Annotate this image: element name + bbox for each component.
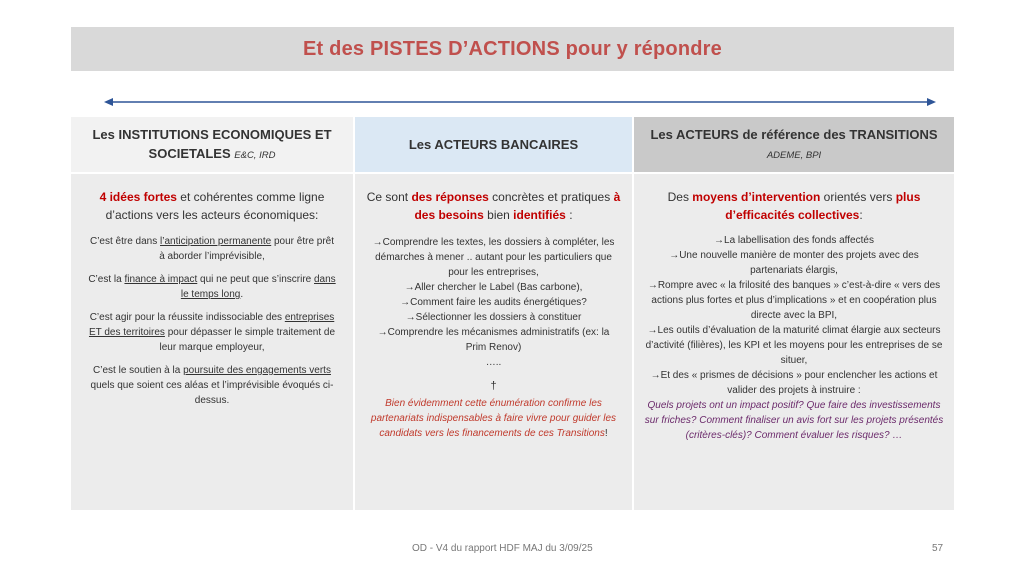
lead-text <box>634 174 954 224</box>
header-sub: ADEME, BPI <box>766 149 822 161</box>
page-number: 57 <box>932 543 944 554</box>
column-header <box>355 117 632 172</box>
lead-rest: et cohérentes comme ligne d’actions vers les acteurs économiques: <box>105 190 325 222</box>
title-bar <box>71 27 954 71</box>
list-item: →Sélectionner les dossiers à constituer <box>405 312 582 323</box>
list-item <box>87 310 337 355</box>
lead-bold: moyens d’intervention <box>692 190 821 204</box>
header-sub: E&C, IRD <box>234 149 276 161</box>
underlined-text: dans le temps long <box>180 274 336 300</box>
text: qui ne peut que s’inscrire <box>197 274 314 285</box>
lead-bold: 4 idées fortes <box>99 190 177 204</box>
text: pour dépasser le simple traitement de leur marque employeur, <box>159 327 336 353</box>
slide-title: Et des PISTES D’ACTIONS pour y répondre <box>303 37 722 60</box>
header-label: Les ACTEURS BANCAIRES <box>408 137 579 152</box>
lead-bold: à des besoins <box>414 190 621 222</box>
means-list <box>634 224 954 443</box>
underlined-text: finance à impact <box>124 274 198 285</box>
list-item: →Une nouvelle manière de monter des projets avec des partenariats élargis, <box>669 250 919 276</box>
text: bien <box>483 208 514 222</box>
column-institutions <box>71 117 353 510</box>
list-item <box>87 363 337 408</box>
text: C’est le soutien à la <box>93 365 184 376</box>
list-item: ….. <box>485 357 502 368</box>
text: : <box>859 208 863 222</box>
column-header <box>634 117 954 172</box>
list-item: →Les outils d’évaluation de la maturité climat élargie aux secteurs d’activité (filières), les KPI et les moyens pour les entreprises de se situer, <box>645 325 943 366</box>
text: Des <box>667 190 693 204</box>
list-item <box>87 272 337 302</box>
dagger-mark: † <box>490 380 497 392</box>
page-footer <box>0 543 1024 557</box>
lead-bold: identifiés <box>513 208 566 222</box>
actions-list <box>355 224 632 370</box>
text: . <box>240 289 244 300</box>
header-label: Les INSTITUTIONS ECONOMIQUES ET SOCIETALES <box>92 126 332 161</box>
header-label: Les ACTEURS de référence des TRANSITIONS <box>650 126 938 142</box>
list-item: →La labellisation des fonds affectés <box>714 235 874 246</box>
text: concrètes et pratiques <box>488 190 614 204</box>
text: quels que soient ces aléas et l’imprévisible évoqués ci-dessus. <box>90 380 334 406</box>
ideas-list <box>71 224 353 408</box>
column-transitions <box>634 117 954 510</box>
three-column-table <box>71 117 954 510</box>
text: C’est être dans <box>89 236 161 247</box>
note-end: ! <box>604 428 608 439</box>
text: orientés vers <box>820 190 896 204</box>
lead-text <box>355 174 632 224</box>
column-bancaires <box>355 117 632 510</box>
list-item: →Rompre avec « la frilosité des banques » c’est-à-dire « vers des actions plus fortes et plus d’implications » et en coopération plus directe avec la BPI, <box>647 280 941 321</box>
text: pour être prêt à aborder l’imprévisible, <box>159 236 335 262</box>
note-text: Bien évidemment cette énumération confirme les partenariats indispensables à faire vivre pour guider les candidats vers les financements de ces Transitions <box>370 398 617 439</box>
lead-bold: des réponses <box>411 190 489 204</box>
text: C’est la <box>88 274 125 285</box>
list-item: →Comprendre les textes, les dossiers à compléter, les démarches à mener .. autant pour les particuliers que pour les entreprises, <box>372 237 615 278</box>
list-item <box>87 234 337 264</box>
list-item: →Comment faire les audits énergétiques? <box>400 297 587 308</box>
list-item: →Comprendre les mécanismes administratifs (ex: la Prim Renov) <box>377 327 610 353</box>
list-item: →Et des « prismes de décisions » pour enclencher les actions et valider des projets à instruire : <box>650 370 938 396</box>
list-item: →Aller chercher le Label (Bas carbone), <box>404 282 583 293</box>
underlined-text: poursuite des engagements verts <box>183 365 331 376</box>
column-header <box>71 117 353 172</box>
text: Ce sont <box>366 190 412 204</box>
lead-text <box>71 174 353 224</box>
text: : <box>565 208 573 222</box>
column-body <box>71 174 353 510</box>
column-body <box>634 174 954 510</box>
text: C’est agir pour la réussite indissociable des <box>89 312 285 323</box>
italic-note <box>355 394 632 441</box>
double-arrow-icon <box>104 95 936 109</box>
questions-text: Quels projets ont un impact positif? Que faire des investissements sur friches? Comment finaliser un avis fort sur les projets présentés (critères-clés)? Comment évaluer les risques? … <box>644 400 944 441</box>
footer-text: OD - V4 du rapport HDF MAJ du 3/09/25 <box>412 543 593 554</box>
underlined-text: entreprises ET des territoires <box>88 312 335 338</box>
column-body <box>355 174 632 510</box>
underlined-text: l’anticipation permanente <box>160 236 272 247</box>
lead-bold: plus d’efficacités collectives <box>725 190 921 222</box>
